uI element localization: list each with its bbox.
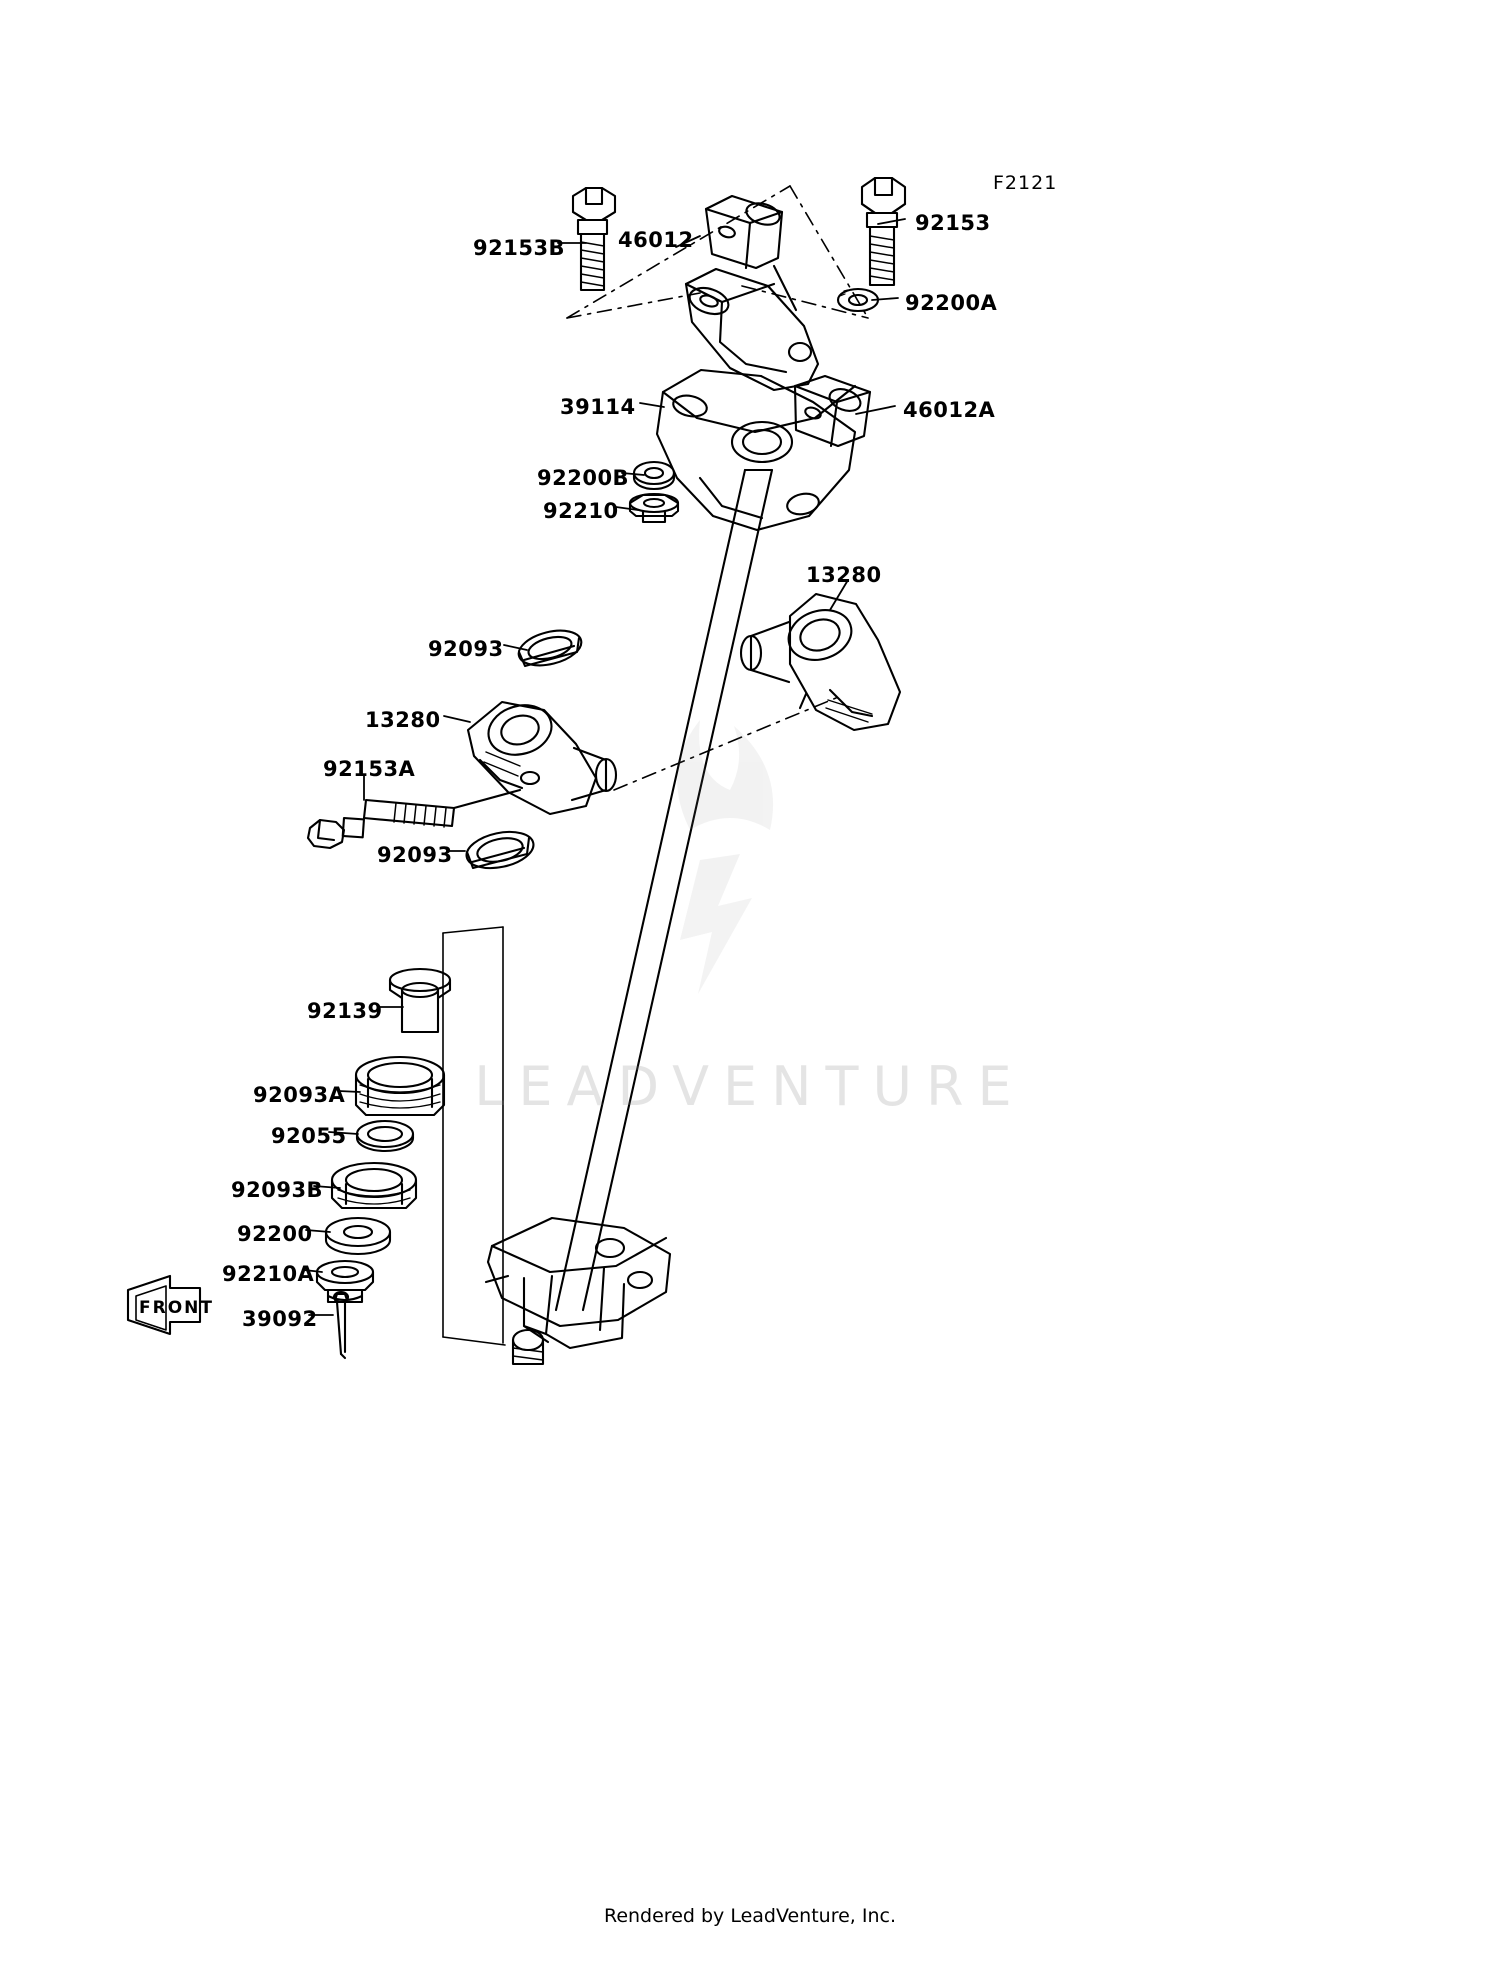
part-46012A-clamp: [795, 376, 870, 446]
part-92139-bushing: [390, 969, 450, 1032]
callout-46012A: 46012A: [903, 398, 996, 422]
lower-knuckle-arm: [486, 1218, 670, 1364]
part-92210-nut: [630, 494, 678, 522]
part-39092-cotter-pin: [334, 1292, 348, 1358]
callout-46012: 46012: [618, 228, 694, 252]
callout-13280-lower: 13280: [365, 708, 441, 732]
part-92055-oring: [357, 1121, 413, 1151]
callout-39114: 39114: [560, 395, 636, 419]
part-92153A-bolt: [308, 790, 520, 848]
footer-credit: Rendered by LeadVenture, Inc.: [603, 1905, 897, 1927]
callout-39092: 39092: [242, 1307, 318, 1331]
part-92093A-bearing: [356, 1057, 444, 1115]
callout-92093-upper: 92093: [428, 637, 504, 661]
front-marker-label: FRONT: [139, 1298, 214, 1318]
sheet-code: F2121: [993, 172, 1058, 194]
part-92153B-bolt: [573, 188, 615, 290]
callout-92139: 92139: [307, 999, 383, 1023]
callout-92093B: 92093B: [231, 1178, 324, 1202]
callout-92093A: 92093A: [253, 1083, 346, 1107]
callout-92153B: 92153B: [473, 236, 566, 260]
callout-92210A: 92210A: [222, 1262, 315, 1286]
part-92153-bolt: [862, 178, 905, 285]
watermark-text: LEADVENTURE: [474, 1055, 1026, 1118]
callout-92200A: 92200A: [905, 291, 998, 315]
part-92200-washer: [326, 1218, 390, 1254]
part-92093-lower-seal: [463, 826, 537, 873]
part-39114-plate: [657, 370, 855, 530]
callout-92200B: 92200B: [537, 466, 630, 490]
part-92093-upper-seal: [515, 625, 585, 672]
part-13280-upper: [741, 594, 900, 730]
callout-92153A: 92153A: [323, 757, 416, 781]
callout-92200: 92200: [237, 1222, 313, 1246]
callout-92210: 92210: [543, 499, 619, 523]
part-46012-clamp: [706, 196, 782, 268]
callout-13280-upper: 13280: [806, 563, 882, 587]
part-13280-lower: [468, 698, 616, 814]
steering-shaft: [556, 470, 772, 1310]
callout-92153: 92153: [915, 211, 991, 235]
callout-92055: 92055: [271, 1124, 347, 1148]
callout-92093-lower: 92093: [377, 843, 453, 867]
part-92093B-bearing: [332, 1163, 416, 1208]
